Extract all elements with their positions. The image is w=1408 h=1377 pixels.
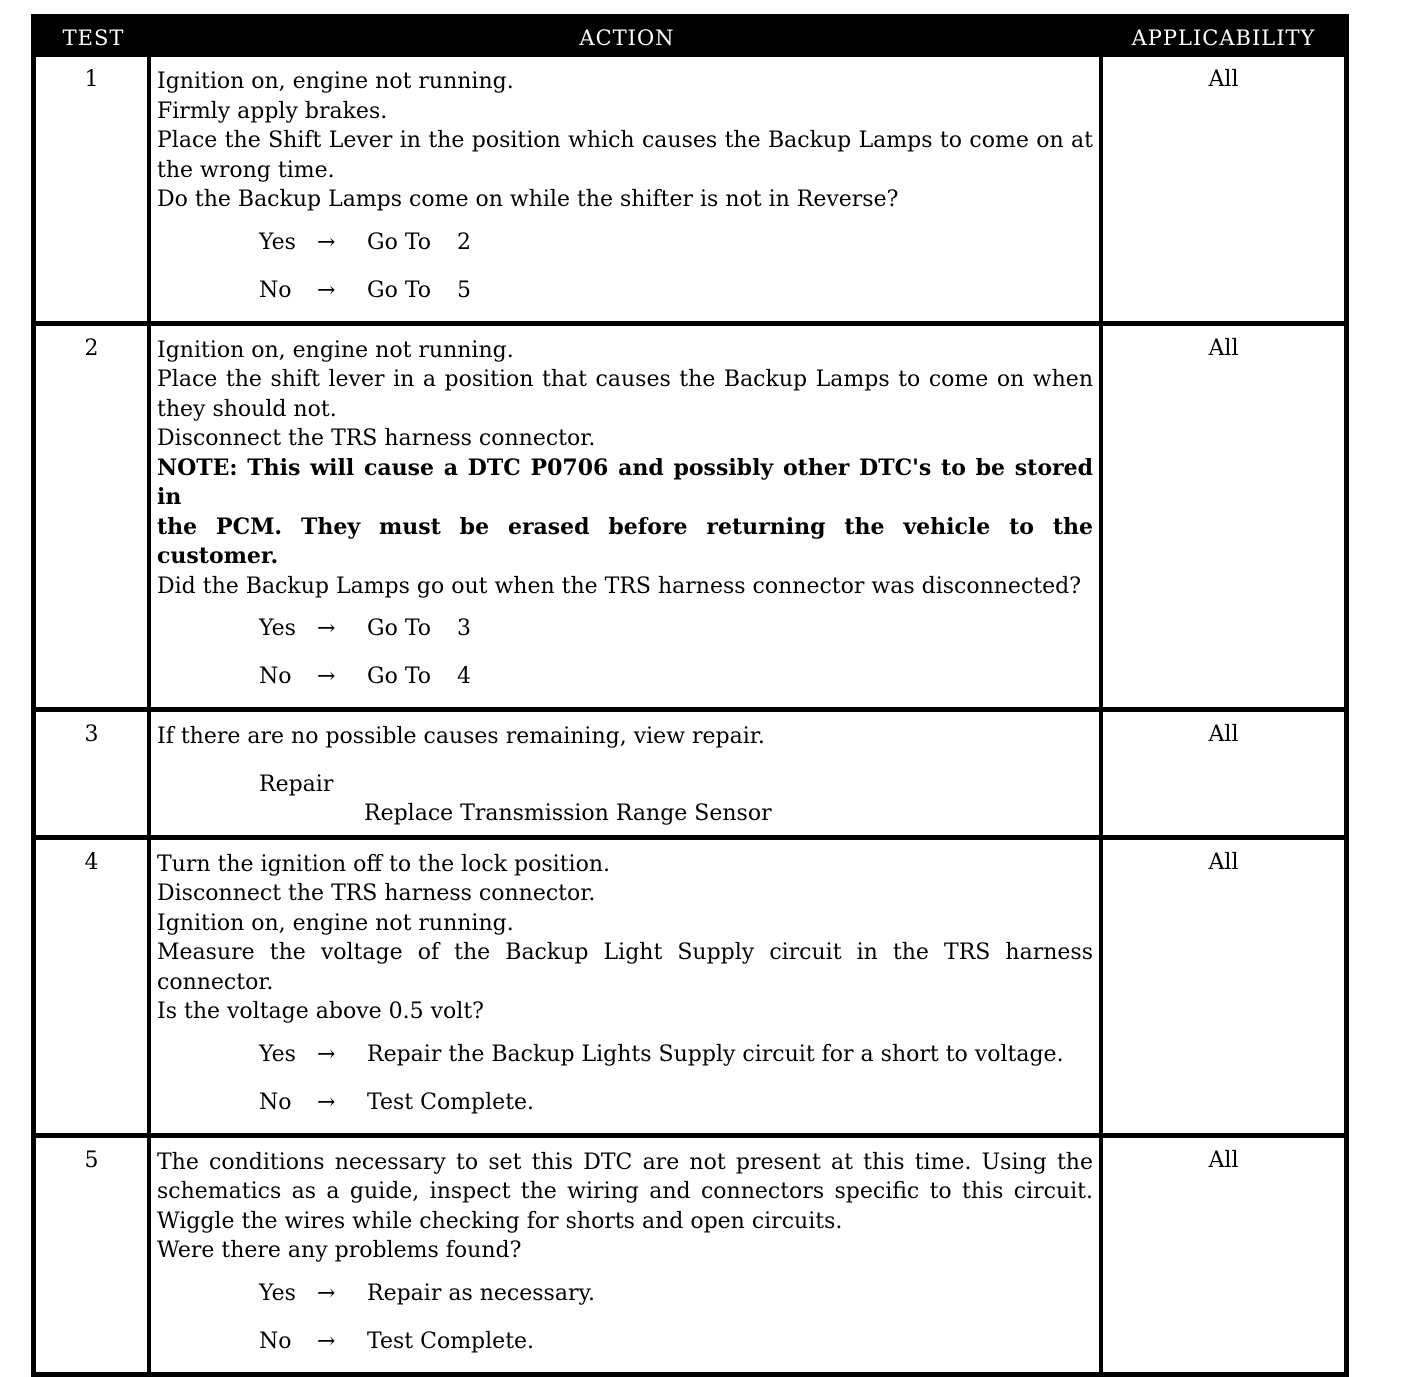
action-line: Firmly apply brakes.: [157, 98, 388, 124]
yes-answer: [157, 219, 1093, 267]
applicability-cell: All: [1208, 335, 1239, 361]
action-line: Turn the ignition off to the lock position.: [157, 851, 610, 877]
action-cell: [151, 326, 1103, 708]
test-number: 5: [36, 1138, 151, 1372]
yes-label: Yes: [259, 1041, 296, 1067]
action-line: Do the Backup Lamps come on while the shifter is not in Reverse?: [157, 187, 899, 212]
action-line: they should not.: [157, 396, 337, 422]
answer-text: Repair the Backup Lights Supply circuit for a short to voltage.: [367, 1041, 1064, 1067]
goto-label: Go To: [367, 664, 432, 690]
action-cell: [151, 1138, 1103, 1372]
arrow-icon: →: [317, 229, 336, 255]
answer-text: Test Complete.: [367, 1328, 535, 1354]
test-number: 3: [36, 712, 151, 835]
test-number: 4: [36, 840, 151, 1133]
arrow-icon: →: [317, 1280, 336, 1306]
table-row: [36, 1133, 1344, 1372]
applicability-cell: All: [1208, 722, 1239, 747]
action-line: schematics as a guide, inspect the wiring and connectors specific to this circuit.: [157, 1179, 1093, 1204]
goto-label: Go To: [367, 277, 432, 303]
table-row: [36, 57, 1344, 321]
applicability-cell: All: [1208, 849, 1239, 875]
action-line: connector.: [157, 969, 274, 995]
yes-label: Yes: [259, 1280, 296, 1306]
test-number: 1: [36, 57, 151, 321]
no-answer: [157, 267, 1093, 315]
action-line: Ignition on, engine not running.: [157, 337, 514, 363]
action-cell: [151, 57, 1103, 321]
action-line: Disconnect the TRS harness connector.: [157, 881, 596, 906]
action-line: Is the voltage above 0.5 volt?: [157, 999, 484, 1024]
repair-label: Repair: [259, 771, 334, 797]
action-line: The conditions necessary to set this DTC are not present at this time. Using the: [157, 1149, 1093, 1175]
goto-target: 2: [457, 229, 471, 255]
goto-target: 5: [457, 277, 471, 303]
yes-label: Yes: [259, 616, 296, 642]
action-line: Measure the voltage of the Backup Light Supply circuit in the TRS harness: [157, 940, 1093, 965]
header-applicability: APPLICABILITY: [1131, 26, 1316, 50]
arrow-icon: →: [317, 277, 336, 303]
action-line: Were there any problems found?: [157, 1238, 522, 1263]
arrow-icon: →: [317, 664, 336, 690]
answer-text: Test Complete.: [367, 1089, 535, 1115]
action-line: Did the Backup Lamps go out when the TRS harness connector was disconnected?: [157, 573, 1082, 599]
table-row: [36, 321, 1344, 708]
no-answer: [157, 1318, 1093, 1366]
note-line: the PCM. They must be erased before returning the vehicle to the customer.: [157, 513, 1093, 569]
arrow-icon: →: [317, 1328, 336, 1354]
arrow-icon: →: [317, 1089, 336, 1115]
applicability-cell: All: [1208, 67, 1239, 92]
no-label: No: [259, 1328, 292, 1354]
action-line: Disconnect the TRS harness connector.: [157, 426, 596, 451]
table-row: [36, 835, 1344, 1133]
no-label: No: [259, 277, 292, 303]
diagnostic-test-table: [31, 14, 1349, 1377]
goto-target: 4: [457, 664, 471, 690]
action-cell: [151, 840, 1103, 1133]
applicability-cell: All: [1208, 1147, 1239, 1173]
header-action: ACTION: [579, 26, 675, 50]
table-row: [36, 707, 1344, 835]
yes-label: Yes: [259, 229, 296, 255]
action-line: the wrong time.: [157, 157, 335, 183]
no-label: No: [259, 664, 292, 690]
action-line: Ignition on, engine not running.: [157, 910, 514, 936]
goto-label: Go To: [367, 616, 432, 642]
yes-answer: [157, 605, 1093, 653]
arrow-icon: →: [317, 616, 336, 642]
action-line: If there are no possible causes remaining, view repair.: [157, 724, 765, 749]
header-test: TEST: [62, 26, 125, 50]
action-line: Wiggle the wires while checking for shorts and open circuits.: [157, 1208, 843, 1234]
repair-text: Replace Transmission Range Sensor: [364, 801, 772, 826]
answer-text: Repair as necessary.: [367, 1280, 595, 1306]
arrow-icon: →: [317, 1041, 336, 1067]
table-header: [36, 19, 1344, 57]
action-cell: [151, 712, 1103, 835]
action-line: Place the Shift Lever in the position which causes the Backup Lamps to come on at: [157, 128, 1093, 153]
yes-answer: [157, 1031, 1093, 1079]
no-label: No: [259, 1089, 292, 1115]
goto-label: Go To: [367, 229, 432, 255]
goto-target: 3: [457, 616, 471, 642]
action-line: Place the shift lever in a position that causes the Backup Lamps to come on when: [157, 367, 1093, 392]
no-answer: [157, 1079, 1093, 1127]
yes-answer: [157, 1270, 1093, 1318]
no-answer: [157, 653, 1093, 701]
note-line: NOTE: This will cause a DTC P0706 and possibly other DTC's to be stored in: [157, 454, 1093, 510]
test-number: 2: [36, 326, 151, 708]
action-line: Ignition on, engine not running.: [157, 69, 514, 94]
